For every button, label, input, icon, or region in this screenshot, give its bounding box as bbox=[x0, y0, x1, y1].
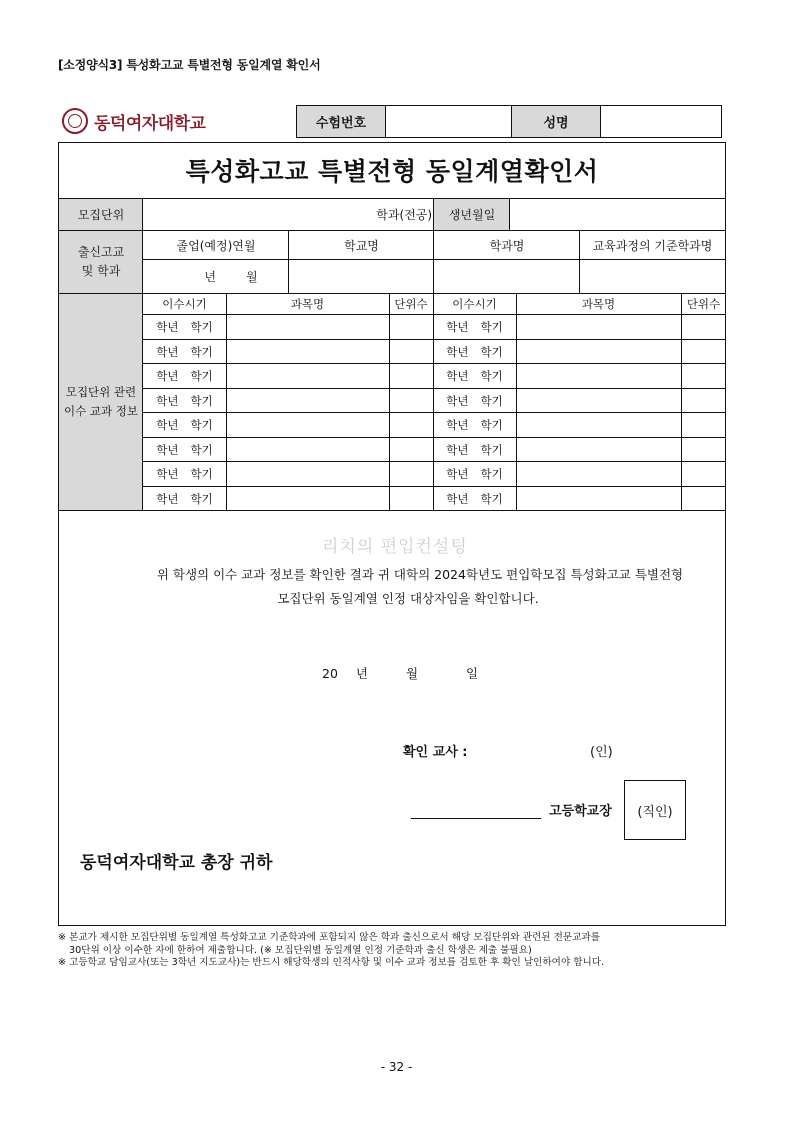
semester-label: 학기 bbox=[190, 417, 213, 432]
origin-label-line1: 출신고교 bbox=[77, 245, 125, 259]
units-field[interactable] bbox=[681, 388, 726, 413]
subject-field[interactable] bbox=[516, 363, 681, 388]
grade-label: 학년 bbox=[446, 393, 469, 408]
subject-field[interactable] bbox=[226, 437, 389, 462]
recruit-unit-field[interactable] bbox=[143, 199, 434, 230]
origin-label-line2: 및 학과 bbox=[81, 264, 121, 278]
units-field[interactable] bbox=[389, 314, 433, 339]
course-header-units-left: 단위수 bbox=[394, 297, 428, 311]
units-field[interactable] bbox=[389, 461, 433, 486]
table-row-period[interactable] bbox=[143, 314, 226, 339]
subject-field[interactable] bbox=[516, 314, 681, 339]
units-field[interactable] bbox=[681, 339, 726, 364]
subject-field[interactable] bbox=[516, 388, 681, 413]
grade-label: 학년 bbox=[156, 368, 179, 383]
units-field[interactable] bbox=[389, 388, 433, 413]
exam-number-label: 수험번호 bbox=[297, 106, 385, 137]
subject-field[interactable] bbox=[516, 461, 681, 486]
teacher-seal: (인) bbox=[590, 745, 613, 760]
table-row-period[interactable] bbox=[433, 363, 516, 388]
grade-label: 학년 bbox=[156, 417, 179, 432]
note-1-cont: 30단위 이상 이수한 자에 한하여 제출합니다. (※ 모집단위별 동일계열 인정 기준학과 출신 학생은 제출 불필요) bbox=[69, 944, 532, 956]
course-label-line2: 이수 교과 정보 bbox=[64, 404, 138, 418]
statement-line2: 모집단위 동일계열 인정 대상자임을 확인합니다. bbox=[277, 591, 539, 606]
origin-header-graduation: 졸업(예정)연월 bbox=[176, 238, 256, 253]
units-field[interactable] bbox=[389, 486, 433, 511]
units-field[interactable] bbox=[681, 314, 726, 339]
subject-field[interactable] bbox=[226, 486, 389, 511]
confirmation-date bbox=[322, 664, 478, 682]
table-row-period[interactable] bbox=[143, 363, 226, 388]
table-row-period[interactable] bbox=[143, 339, 226, 364]
units-field[interactable] bbox=[389, 363, 433, 388]
table-row-period[interactable] bbox=[143, 437, 226, 462]
date-year: 년 bbox=[355, 666, 368, 681]
page-number: - 32 - bbox=[380, 1060, 413, 1074]
units-field[interactable] bbox=[681, 412, 726, 437]
semester-label: 학기 bbox=[190, 442, 213, 457]
semester-label: 학기 bbox=[480, 393, 503, 408]
semester-label: 학기 bbox=[480, 466, 503, 481]
grade-label: 학년 bbox=[156, 393, 179, 408]
addressee: 동덕여자대학교 총장 귀하 bbox=[80, 853, 273, 873]
units-field[interactable] bbox=[681, 461, 726, 486]
note-2: ※ 고등학교 담임교사(또는 3학년 지도교사)는 반드시 해당학생의 인적사항 및 이수 교과 정보를 검토한 후 확인 날인하여야 합니다. bbox=[58, 957, 605, 968]
note-1: ※ 본교가 제시한 모집단위별 동일계열 특성화고교 기준학과에 포함되지 않은 학과 출신으로서 해당 모집단위와 관련된 전문교과를 bbox=[58, 932, 600, 943]
name-field[interactable] bbox=[600, 106, 720, 137]
document-label: [소정양식3] 특성화고교 특별전형 동일계열 확인서 bbox=[58, 58, 321, 72]
applicant-header-table bbox=[296, 105, 722, 138]
graduation-date-field[interactable] bbox=[143, 260, 289, 293]
table-row-period[interactable] bbox=[433, 339, 516, 364]
semester-label: 학기 bbox=[480, 319, 503, 334]
semester-label: 학기 bbox=[190, 491, 213, 506]
course-header-period-right: 이수시기 bbox=[452, 297, 497, 311]
date-month: 월 bbox=[405, 666, 419, 681]
grade-label: 학년 bbox=[156, 466, 179, 481]
subject-field[interactable] bbox=[226, 314, 389, 339]
grade-label: 학년 bbox=[156, 442, 179, 457]
teacher-label: 확인 교사 : bbox=[403, 745, 468, 760]
grade-label: 학년 bbox=[446, 319, 469, 334]
subject-field[interactable] bbox=[516, 412, 681, 437]
name-label: 성명 bbox=[511, 106, 600, 137]
birthdate-label: 생년월일 bbox=[448, 208, 496, 222]
grade-label: 학년 bbox=[446, 368, 469, 383]
semester-label: 학기 bbox=[480, 442, 503, 457]
dept-suffix: 학과(전공) bbox=[376, 208, 432, 222]
course-header-units-right: 단위수 bbox=[686, 297, 721, 311]
school-name-line[interactable] bbox=[411, 818, 541, 819]
table-row-period[interactable] bbox=[433, 437, 516, 462]
form-title: 특성화고교 특별전형 동일계열확인서 bbox=[185, 157, 599, 186]
table-row-period[interactable] bbox=[143, 486, 226, 511]
units-field[interactable] bbox=[681, 486, 726, 511]
subject-field[interactable] bbox=[226, 412, 389, 437]
semester-label: 학기 bbox=[190, 344, 213, 359]
semester-label: 학기 bbox=[190, 466, 213, 481]
units-field[interactable] bbox=[389, 339, 433, 364]
year-label: 년 bbox=[204, 270, 216, 284]
statement-line1: 위 학생의 이수 교과 정보를 확인한 결과 귀 대학의 2024학년도 편입학모집 특성화고교 특별전형 bbox=[156, 567, 684, 582]
subject-field[interactable] bbox=[226, 363, 389, 388]
origin-header-standard-major: 교육과정의 기준학과명 bbox=[592, 238, 713, 253]
birthdate-field[interactable] bbox=[510, 199, 725, 230]
semester-label: 학기 bbox=[480, 417, 503, 432]
school-name-field[interactable] bbox=[289, 260, 434, 293]
grade-label: 학년 bbox=[156, 491, 179, 506]
course-label-line1: 모집단위 관련 bbox=[65, 385, 137, 399]
notes bbox=[58, 932, 738, 970]
table-row-period[interactable] bbox=[143, 461, 226, 486]
course-info-label bbox=[59, 294, 143, 510]
table-row-period[interactable] bbox=[433, 461, 516, 486]
subject-field[interactable] bbox=[226, 388, 389, 413]
grade-label: 학년 bbox=[156, 344, 179, 359]
subject-field[interactable] bbox=[516, 339, 681, 364]
month-label: 월 bbox=[246, 270, 258, 284]
grade-label: 학년 bbox=[156, 319, 179, 334]
table-row-period[interactable] bbox=[433, 412, 516, 437]
origin-school-label bbox=[59, 231, 143, 293]
recruit-unit-label: 모집단위 bbox=[77, 208, 125, 222]
exam-number-field[interactable] bbox=[385, 106, 511, 137]
grade-label: 학년 bbox=[446, 344, 469, 359]
subject-field[interactable] bbox=[226, 461, 389, 486]
watermark: 리치의 편입컨설팅 bbox=[322, 537, 468, 557]
subject-field[interactable] bbox=[226, 339, 389, 364]
table-row-period[interactable] bbox=[143, 412, 226, 437]
subject-field[interactable] bbox=[516, 437, 681, 462]
semester-label: 학기 bbox=[480, 344, 503, 359]
units-field[interactable] bbox=[389, 437, 433, 462]
semester-label: 학기 bbox=[190, 368, 213, 383]
date-prefix: 20 bbox=[322, 666, 338, 681]
standard-major-field[interactable] bbox=[580, 260, 725, 293]
table-row-period[interactable] bbox=[433, 388, 516, 413]
grade-label: 학년 bbox=[446, 417, 469, 432]
semester-label: 학기 bbox=[480, 491, 503, 506]
university-logo bbox=[62, 107, 205, 135]
course-header-subject-left: 과목명 bbox=[290, 297, 325, 311]
university-name: 동덕여자대학교 bbox=[94, 113, 206, 134]
units-field[interactable] bbox=[681, 437, 726, 462]
table-row-period[interactable] bbox=[143, 388, 226, 413]
date-day: 일 bbox=[466, 666, 479, 681]
table-row-period[interactable] bbox=[433, 314, 516, 339]
origin-header-major: 학과명 bbox=[489, 238, 525, 253]
subject-field[interactable] bbox=[516, 486, 681, 511]
official-seal-box: (직인) bbox=[624, 780, 686, 840]
grade-label: 학년 bbox=[446, 466, 469, 481]
course-header-subject-right: 과목명 bbox=[581, 297, 616, 311]
table-row-period[interactable] bbox=[433, 486, 516, 511]
grade-label: 학년 bbox=[446, 442, 469, 457]
course-header-period-left: 이수시기 bbox=[162, 297, 207, 311]
semester-label: 학기 bbox=[190, 319, 213, 334]
semester-label: 학기 bbox=[190, 393, 213, 408]
origin-header-school: 학교명 bbox=[344, 238, 379, 253]
units-field[interactable] bbox=[681, 363, 726, 388]
semester-label: 학기 bbox=[480, 368, 503, 383]
units-field[interactable] bbox=[389, 412, 433, 437]
university-seal-icon bbox=[62, 108, 88, 134]
principal-label: 고등학교장 bbox=[549, 804, 612, 819]
major-name-field[interactable] bbox=[434, 260, 580, 293]
grade-label: 학년 bbox=[446, 491, 469, 506]
